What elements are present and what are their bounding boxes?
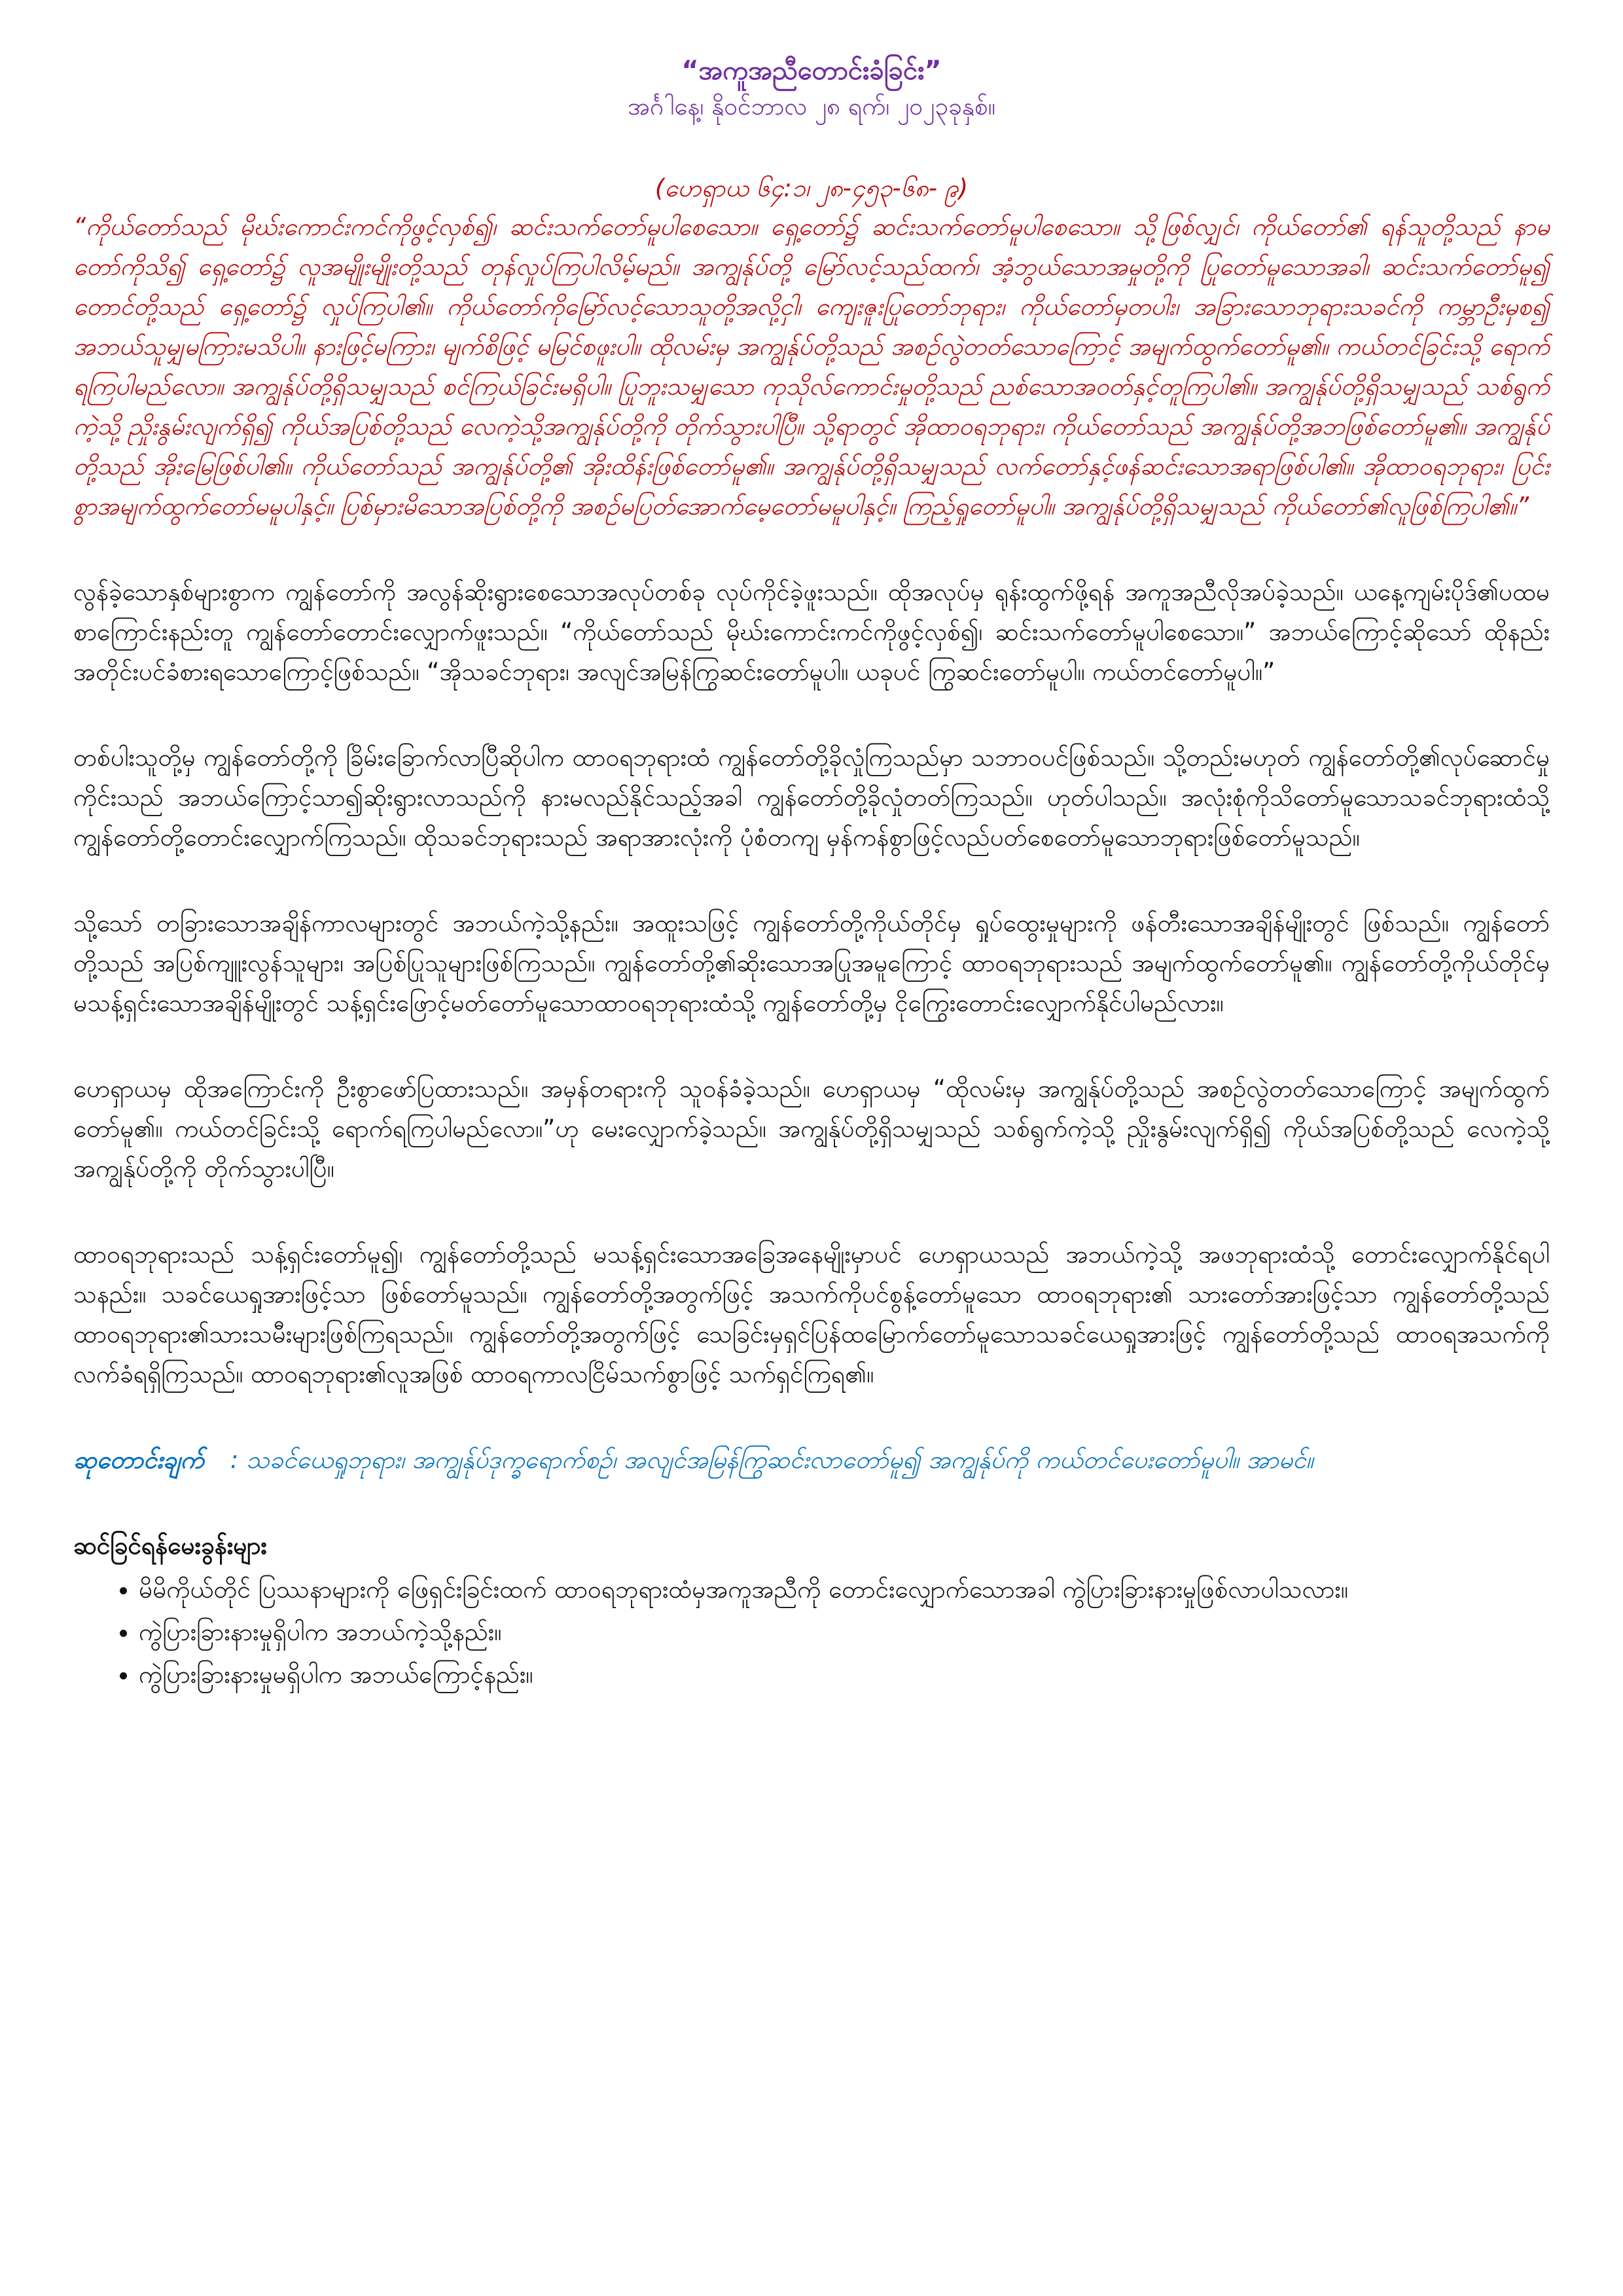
scripture-reference: (ဟေရှာယ ၆၄:၁၊ ၂၈-၄၅၃-၆၈- ၉) [654,174,969,202]
prayer [73,1440,1550,1480]
prayer-label: ဆုတောင်းချက် [73,1446,204,1474]
body-paragraph-5: ထာဝရဘုရားသည် သန့်ရှင်းတော်မူ၍၊ ကျွန်တော်တို့သည် မသန့်ရှင်းသောအခြေအနေမျိုးမှာပင် ဟေရှာယသည် အဘယ်ကဲ့သို့ အဖဘုရားထံသို့ တောင်းလျှောက်နိုင်ရပါသနည်း။ သခင်ယေရှုအားဖြင့်သာ ဖြစ်တော်မူသည်။ ကျွန်တော်တို့အတွက်ဖြင့် အသက်ကိုပင်စွန့်တော်မူသော ထာဝရဘုရား၏ သားတော်အားဖြင့်သာ ကျွန်တော်တို့သည် ထာဝရဘုရား၏သားသမီးများဖြစ်ကြရသည်။ ကျွန်တော်တို့အတွက်ဖြင့် သေခြင်းမှရှင်ပြန်ထမြောက်တော်မူသောသခင်ယေရှုအားဖြင့် ကျွန်တော်တို့သည် ထာဝရအသက်ကို လက်ခံရရှိကြသည်။ ထာဝရဘုရား၏လူအဖြစ် ထာဝရကာလငြိမ်သက်စွာဖြင့် သက်ရှင်ကြရ၏။ [73,1240,1550,1388]
reflection-questions [73,1526,1550,1695]
page-title: “အကူအညီတောင်းခံခြင်း” [681,56,942,86]
questions-heading: ဆင်ခြင်ရန်မေးခွန်းများ [73,1532,267,1560]
body-paragraph-4: ဟေရှာယမှ ထိုအကြောင်းကို ဦးစွာဖော်ပြထားသည်။ အမှန်တရားကို သူဝန်ခံခဲ့သည်။ ဟေရှာယမှ “ထိုလမ်းမှ အကျွန်ုပ်တို့သည် အစဉ်လွဲတတ်သောကြောင့် အမျက်ထွက်တော်မူ၏။ ကယ်တင်ခြင်းသို့ ရောက်ရကြပါမည်လော။”ဟု မေးလျှောက်ခဲ့သည်။ အကျွန်ုပ်တို့ရှိသမျှသည် သစ်ရွက်ကဲ့သို့ ညှိုးနွမ်းလျက်ရှိ၍ ကိုယ်အပြစ်တို့သည် လေကဲ့သို့ အကျွန်ုပ်တို့ကို တိုက်သွားပါပြီ။ [73,1075,1550,1183]
body-paragraph-3: သို့သော် တခြားသောအချိန်ကာလများတွင် အဘယ်ကဲ့သို့နည်း။ အထူးသဖြင့် ကျွန်တော်တို့ကိုယ်တိုင်မှ ရှုပ်ထွေးမှုများကို ဖန်တီးသောအချိန်မျိုးတွင် ဖြစ်သည်။ ကျွန်တော်တို့သည် အပြစ်ကျူးလွန်သူများ၊ အပြစ်ပြုသူများဖြစ်ကြသည်။ ကျွန်တော်တို့၏ဆိုးသောအပြုအမူကြောင့် ထာဝရဘုရားသည် အမျက်ထွက်တော်မူ၏။ ကျွန်တော်တို့ကိုယ်တိုင်မှ မသန့်ရှင်းသောအချိန်မျိုးတွင် သန့်ရှင်းဖြောင့်မတ်တော်မူသောထာဝရဘုရားထံသို့ ကျွန်တော်တို့မှ ငိုကြွေးတောင်းလျှောက်နိုင်ပါမည်လား။ [73,909,1550,1017]
questions-list [73,1570,1550,1695]
list-item: • ကွဲပြားခြားနားမှုရှိပါက အဘယ်ကဲ့သို့နည်း။ [139,1612,1550,1652]
scripture-text: “ကိုယ်တော်သည် မိုဃ်းကောင်းကင်ကိုဖွင့်လှစ်၍၊ ဆင်းသက်တော်မူပါစေသော။ ရှေ့တော်၌ ဆင်းသက်တော်မူပါစေသော။ သို့ဖြစ်လျှင်၊ ကိုယ်တော်၏ ရန်သူတို့သည် နာမတော်ကိုသိ၍ ရှေ့တော်၌ လူအမျိုးမျိုးတို့သည် တုန်လှုပ်ကြပါလိမ့်မည်။ အကျွန်ုပ်တို့ မြော်လင့်သည်ထက်၊ အံ့ဘွယ်သောအမှုတို့ကို ပြုတော်မူသောအခါ၊ ဆင်းသက်တော်မူ၍ တောင်တို့သည် ရှေ့တော်၌ လှုပ်ကြပါ၏။ ကိုယ်တော်ကိုမြော်လင့်သောသူတို့အလို့ငှါ၊ ကျေးဇူးပြုတော်ဘုရား၊ ကိုယ်တော်မှတပါး၊ အခြားသောဘုရားသခင်ကို ကမ္ဘာဦးမှစ၍ အဘယ်သူမျှမကြားမသိပါ။ နားဖြင့်မကြား၊ မျက်စိဖြင့် မမြင်စဖူးပါ။ ထိုလမ်းမှ အကျွန်ုပ်တို့သည် အစဉ်လွဲတတ်သောကြောင့် အမျက်ထွက်တော်မူ၏။ ကယ်တင်ခြင်းသို့ ရောက်ရကြပါမည်လော။ အကျွန်ုပ်တို့ရှိသမျှသည် စင်ကြယ်ခြင်းမရှိပါ။ ပြုဘူးသမျှသော ကုသိုလ်ကောင်းမှုတို့သည် ညစ်သောအဝတ်နှင့်တူကြပါ၏။ အကျွန်ုပ်တို့ရှိသမျှသည် သစ်ရွက်ကဲ့သို့ ညှိုးနွမ်းလျက်ရှိ၍ ကိုယ်အပြစ်တို့သည် လေကဲ့သို့အကျွန်ုပ်တို့ကို တိုက်သွားပါပြီ။ သို့ရာတွင် အိုထာဝရဘုရား၊ ကိုယ်တော်သည် အကျွန်ုပ်တို့အဘဖြစ်တော်မူ၏။ အကျွန်ုပ်တို့သည် အိုးမြေဖြစ်ပါ၏။ ကိုယ်တော်သည် အကျွန်ုပ်တို့၏ အိုးထိန်းဖြစ်တော်မူ၏။ အကျွန်ုပ်တို့ရှိသမျှသည် လက်တော်နှင့်ဖန်ဆင်းသောအရာဖြစ်ပါ၏။ အိုထာဝရဘုရား၊ ပြင်းစွာအမျက်ထွက်တော်မမူပါနှင့်။ ပြစ်မှားမိသောအပြစ်တို့ကို အစဉ်မပြတ်အောက်မေ့တော်မမူပါနှင့်။ ကြည့်ရှုတော်မူပါ။ အကျွန်ုပ်တို့ရှိသမျှသည် ကိုယ်တော်၏လူဖြစ်ကြပါ၏။” [73,213,1550,520]
prayer-text: : သခင်ယေရှုဘုရား၊ အကျွန်ုပ်ဒုက္ခရောက်စဉ်၊ အလျင်အမြန်ကြွဆင်းလာတော်မူ၍ အကျွန်ုပ်ကို ကယ်တင်ပေးတော်မူပါ။ အာမင်။ [230,1446,1313,1474]
body-paragraph-2: တစ်ပါးသူတို့မှ ကျွန်တော်တို့ကို ခြိမ်းခြောက်လာပြီဆိုပါက ထာဝရဘုရားထံ ကျွန်တော်တို့ခိုလှုံကြသည်မှာ သဘာဝပင်ဖြစ်သည်။ သို့တည်းမဟုတ် ကျွန်တော်တို့၏လုပ်ဆောင်မှုကိုင်းသည် အဘယ်ကြောင့်သာ၍ဆိုးရွားလာသည်ကို နားမလည်နိုင်သည့်အခါ ကျွန်တော်တို့ခိုလှုံတတ်ကြသည်။ ဟုတ်ပါသည်။ အလုံးစုံကိုသိတော်မူသောသခင်ဘုရားထံသို့ ကျွန်တော်တို့တောင်းလျှောက်ကြသည်။ ထိုသခင်ဘုရားသည် အရာအားလုံးကို ပုံစံတကျ မှန်ကန်စွာဖြင့်လည်ပတ်စေတော်မူသောဘုရားဖြစ်တော်မူသည်။ [73,744,1550,852]
page-date: အင်္ဂါနေ့၊ နိုဝင်ဘာလ ၂၈ ရက်၊ ၂၀၂၃ခုနှစ်။ [628,92,995,120]
list-item: • မိမိကိုယ်တိုင် ပြဿနာများကို ဖြေရှင်းခြင်းထက် ထာဝရဘုရားထံမှအကူအညီကို တောင်းလျှောက်သောအခါ ကွဲပြားခြားနားမှုဖြစ်လာပါသလား။ [139,1570,1550,1609]
list-item: • ကွဲပြားခြားနားမှုမရှိပါက အဘယ်ကြောင့်နည်း။ [139,1655,1550,1695]
body-paragraph-1: လွန်ခဲ့သောနှစ်များစွာက ကျွန်တော်ကို အလွန်ဆိုးရွားစေသောအလုပ်တစ်ခု လုပ်ကိုင်ခဲ့ဖူးသည်။ ထိုအလုပ်မှ ရုန်းထွက်ဖို့ရန် အကူအညီလိုအပ်ခဲ့သည်။ ယနေ့ကျမ်းပိုဒ်၏ပထမစာကြောင်းနည်းတူ ကျွန်တော်တောင်းလျှောက်ဖူးသည်။ “ကိုယ်တော်သည် မိုဃ်းကောင်းကင်ကိုဖွင့်လှစ်၍၊ ဆင်းသက်တော်မူပါစေသော။” အဘယ်ကြောင့်ဆိုသော် ထိုနည်းအတိုင်းပင်ခံစားရသောကြောင့်ဖြစ်သည်။ “အိုသခင်ဘုရား၊ အလျင်အမြန်ကြွဆင်းတော်မူပါ။ ယခုပင် ကြွဆင်းတော်မူပါ။ ကယ်တင်တော်မူပါ။” [73,578,1550,686]
